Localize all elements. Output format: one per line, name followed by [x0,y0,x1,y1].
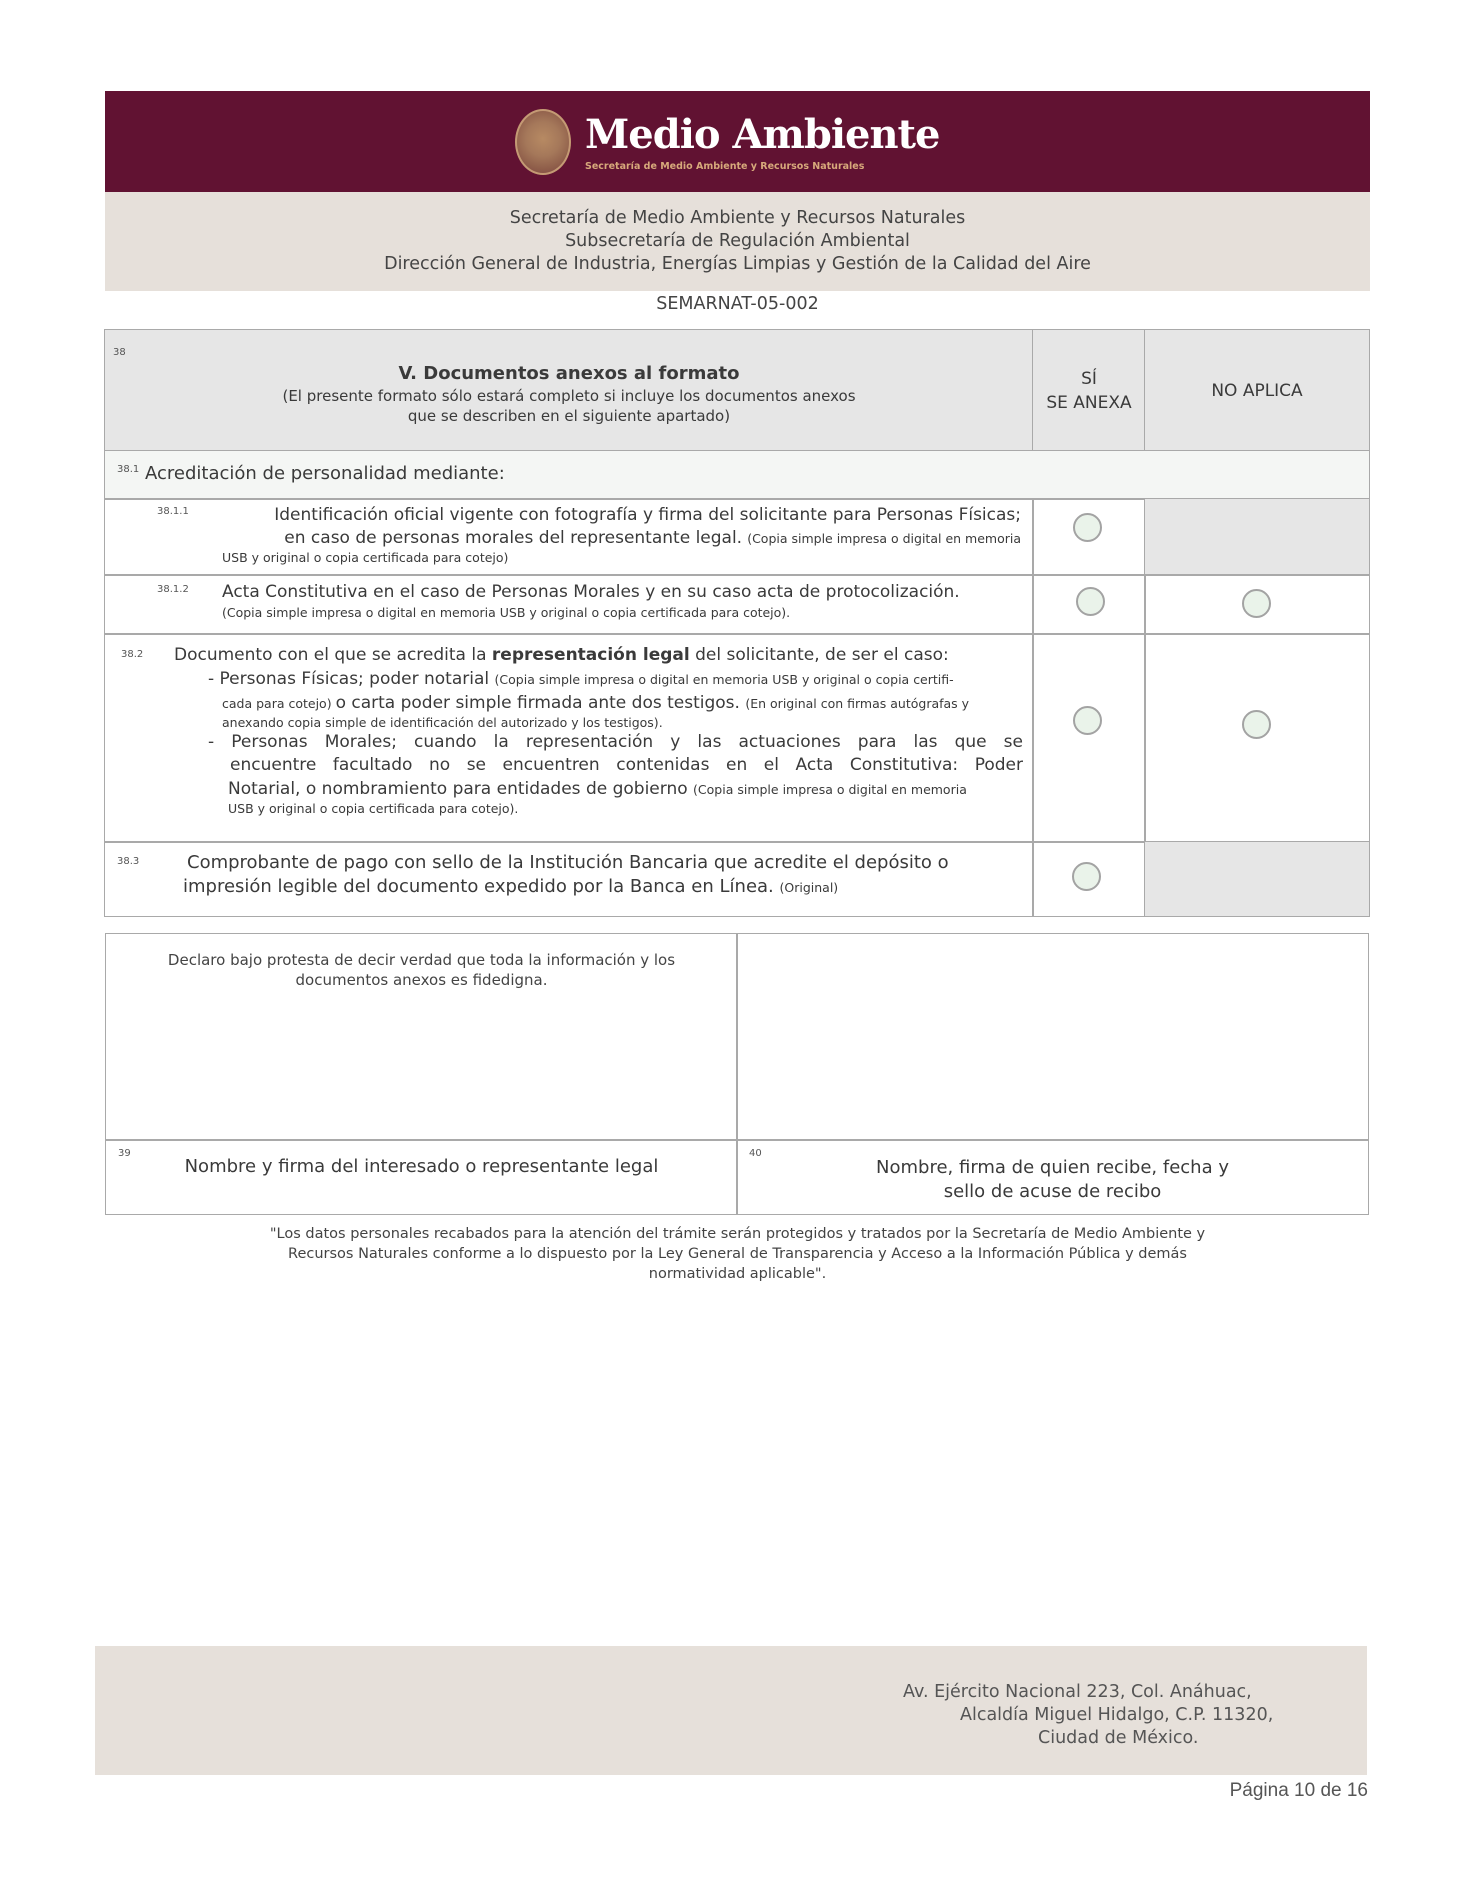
signature-applicant-label: Nombre y firma del interesado o representante legal [184,1156,659,1177]
subsection-cell [104,450,1370,500]
field-number: 40 [749,1148,762,1159]
item-text-bold: representación legal [491,645,690,665]
section-number: 38 [113,347,126,358]
na-cell [1144,574,1370,635]
item-note: cada para cotejo) [222,696,336,711]
radio-si-se-anexa-38-2[interactable] [1073,706,1102,735]
notice-line: Recursos Naturales conforme a lo dispuesto por la Ley General de Transparencia y Acceso a la Información Pública y demás [288,1246,1187,1262]
declaration-cell [105,933,738,1141]
item-note: (Copia simple impresa o digital en memoria USB y original o copia certifi- [494,672,954,687]
item-text: Notarial, o nombramiento para entidades de gobierno [228,779,694,799]
receipt-signature-area [736,933,1369,1141]
item-text: - Personas Físicas; poder notarial [208,669,495,689]
item-note: USB y original o copia certificada para cotejo) [222,550,509,565]
table-row-38-1-2 [104,574,1370,635]
agency-line: Dirección General de Industria, Energías Limpias y Gestión de la Calidad del Aire [384,254,1091,274]
form-code: SEMARNAT-05-002 [656,294,819,314]
yes-cell [1032,841,1146,917]
item-note: (En original con firmas autógrafas y [745,696,970,711]
table-row-38-2 [104,633,1370,843]
signature-applicant-cell [105,1139,738,1215]
table-row-38-1 [104,450,1370,500]
logo-title: Medio Ambiente [585,110,940,158]
national-seal-icon [515,109,571,175]
na-cell-disabled [1144,841,1370,917]
item-note: USB y original o copia certificada para cotejo). [228,801,519,816]
signature-receiver-label: sello de acuse de recibo [943,1181,1162,1202]
item-text: Identificación oficial vigente con fotografía y firma del solicitante para Personas Físicas; [274,505,1021,525]
column-header-no-aplica [1144,329,1370,452]
logo-subtitle: Secretaría de Medio Ambiente y Recursos Naturales [585,160,865,172]
signature-receiver-cell [736,1139,1369,1215]
subsection-label: Acreditación de personalidad mediante: [145,463,505,484]
signature-receiver-label: Nombre, firma de quien recibe, fecha y [876,1157,1229,1178]
yes-cell [1032,633,1146,843]
declaration-box [105,933,1369,1213]
item-text: impresión legible del documento expedido por la Banca en Línea. [183,876,780,897]
logo [515,104,939,180]
section-subtitle: (El presente formato sólo estará completo si incluye los documentos anexos [282,387,856,405]
item-note: (Original) [779,880,839,895]
item-number: 38.1.2 [157,584,189,595]
declaration-text: Declaro bajo protesta de decir verdad que toda la información y los [167,951,676,969]
page-number: Página 10 de 16 [1229,1780,1368,1801]
table-row-38-1-1 [104,498,1370,576]
radio-si-se-anexa-38-1-1[interactable] [1073,513,1102,542]
item-text: del solicitante, de ser el caso: [689,645,949,665]
section-title-cell [104,329,1034,452]
table-row-38-3 [104,841,1370,917]
notice-line: normatividad aplicable". [648,1266,827,1282]
address-line: Alcaldía Miguel Hidalgo, C.P. 11320, [960,1705,1274,1725]
footer-address [903,1681,1273,1750]
item-description [104,633,1034,843]
na-cell-disabled [1144,498,1370,576]
item-number: 38.3 [117,856,140,867]
privacy-notice [200,1224,1275,1284]
item-text: en caso de personas morales del representante legal. [284,528,743,548]
item-number: 38.1.1 [157,506,189,517]
footer-band [95,1646,1367,1775]
header-banner [105,91,1370,192]
radio-no-aplica-38-1-2[interactable] [1242,589,1271,618]
notice-line: "Los datos personales recabados para la atención del trámite serán protegidos y tratados por la Secretaría de Medio Ambiente y [269,1226,1206,1242]
item-note: (Copia simple impresa o digital en memoria [693,782,967,797]
agency-line: Secretaría de Medio Ambiente y Recursos Naturales [509,208,966,228]
item-description [104,498,1034,576]
agency-header [105,192,1370,291]
radio-si-se-anexa-38-1-2[interactable] [1076,587,1105,616]
item-note: (Copia simple impresa o digital en memoria USB y original o copia certificada para cotejo). [222,605,791,620]
field-number: 39 [118,1148,131,1159]
column-header-text: NO APLICA [1211,380,1303,401]
item-note: anexando copia simple de identificación del autorizado y los testigos). [222,715,663,730]
item-number: 38.2 [121,649,144,660]
address-line: Av. Ejército Nacional 223, Col. Anáhuac, [903,1682,1252,1702]
item-text: - Personas Morales; cuando la representación y las actuaciones para las que se [208,732,1023,752]
item-description [104,841,1034,917]
item-text: Acta Constitutiva en el caso de Personas Morales y en su caso acta de protocolización. [222,582,960,602]
item-text: encuentre facultado no se encuentren contenidas en el Acta Constitutiva: Poder [230,755,1023,775]
item-text: Comprobante de pago con sello de la Institución Bancaria que acredite el depósito o [187,852,949,873]
address-line: Ciudad de México. [1038,1728,1199,1748]
yes-cell [1032,574,1146,635]
radio-no-aplica-38-2[interactable] [1242,710,1271,739]
declaration-text: documentos anexos es fidedigna. [295,971,548,989]
item-text: o carta poder simple firmada ante dos testigos. [335,693,746,713]
section-subtitle: que se describen en el siguiente apartado) [407,407,731,425]
item-note: (Copia simple impresa o digital en memoria [747,531,1021,546]
radio-si-se-anexa-38-3[interactable] [1072,862,1101,891]
yes-cell [1032,498,1146,576]
item-text: Documento con el que se acredita la [174,645,492,665]
na-cell [1144,633,1370,843]
item-number: 38.1 [117,464,140,475]
table-header-row [104,329,1370,452]
column-header-text: SE ANEXA [1046,392,1132,413]
column-header-text: SÍ [1081,368,1097,389]
agency-line: Subsecretaría de Regulación Ambiental [565,231,910,251]
column-header-si-se-anexa [1032,329,1146,452]
item-description [104,574,1034,635]
section-title: V. Documentos anexos al formato [398,363,740,384]
